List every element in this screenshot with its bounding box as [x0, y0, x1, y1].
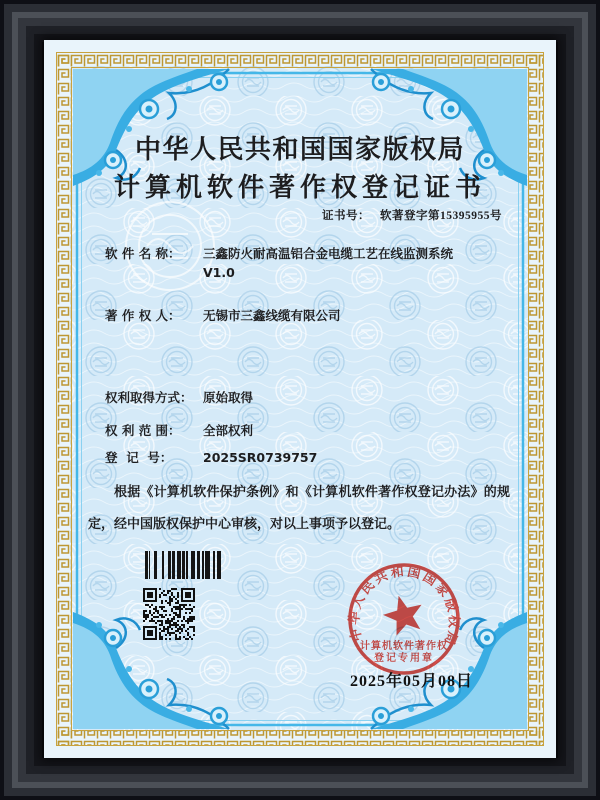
certificate-number-label: 证书号：	[322, 210, 370, 222]
official-seal	[345, 560, 463, 678]
seal-inner-line2: 登记专用章	[374, 653, 434, 664]
qr-code	[143, 588, 195, 640]
field-label: 软 件 名 称：	[105, 246, 181, 261]
field-value: 无锡市三鑫线缆有限公司	[203, 308, 341, 323]
seal-ring-text: 中华人民共和国国家版权局	[346, 563, 462, 650]
field-value	[203, 244, 503, 282]
field-value: 原始取得	[203, 390, 254, 405]
issuing-authority-title: 中华人民共和国国家版权局	[134, 135, 465, 164]
barcode	[145, 551, 221, 579]
registration-number: 2025SR0739757	[203, 450, 318, 465]
software-name: 三鑫防火耐高温铝合金电缆工艺在线监测系统	[203, 246, 454, 261]
field-label: 著 作 权 人：	[105, 308, 181, 323]
field-label: 登 记 号：	[105, 450, 173, 465]
registration-statement: 根据《计算机软件保护条例》和《计算机软件著作权登记办法》的规定，经中国版权保护中心审核，对以上事项予以登记。	[88, 484, 510, 531]
seal-star-icon	[383, 596, 422, 636]
registration-date: 2025年05月08日	[350, 673, 474, 690]
certificate-title: 计算机软件著作权登记证书	[113, 173, 486, 202]
seal-inner-line1: 计算机软件著作权	[360, 641, 448, 652]
certificate-number-value: 软著登字第15395955号	[380, 210, 502, 222]
software-version: V1.0	[203, 265, 235, 280]
certificate-paper	[44, 40, 556, 758]
certificate-number-line	[322, 207, 502, 223]
field-label: 权 利 范 围：	[105, 423, 181, 438]
field-label: 权利取得方式：	[105, 390, 193, 405]
field-value: 全部权利	[203, 423, 254, 438]
